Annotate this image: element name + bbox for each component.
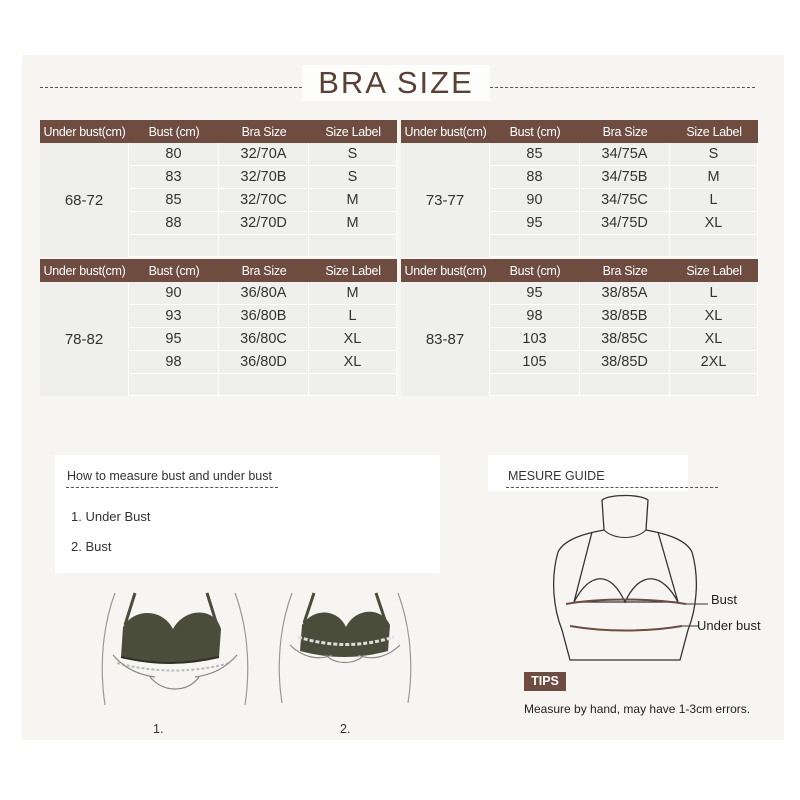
empty-cell <box>219 235 309 257</box>
title-row <box>40 65 755 101</box>
size-label-cell: XL <box>309 351 397 374</box>
column-header: Size Label <box>670 259 758 282</box>
empty-cell <box>219 374 309 396</box>
bra-size-cell: 36/80D <box>219 351 309 374</box>
bust-cell: 95 <box>490 282 580 305</box>
table-row <box>40 143 397 166</box>
empty-cell <box>670 235 758 257</box>
bust-cell: 90 <box>129 282 219 305</box>
column-header: Bust (cm) <box>129 120 219 143</box>
column-header: Under bust(cm) <box>40 259 129 282</box>
bust-cell: 85 <box>129 189 219 212</box>
size-label-cell: L <box>309 305 397 328</box>
column-header: Bra Size <box>219 259 309 282</box>
bust-cell: 95 <box>490 212 580 235</box>
under-bust-illustration <box>95 585 255 710</box>
column-header: Bra Size <box>580 120 670 143</box>
bra-size-cell: 32/70B <box>219 166 309 189</box>
size-label-cell: XL <box>670 212 758 235</box>
tips-badge: TIPS <box>524 672 566 691</box>
column-header: Bust (cm) <box>129 259 219 282</box>
bra-size-cell: 36/80B <box>219 305 309 328</box>
empty-cell <box>670 374 758 396</box>
bra-size-cell: 36/80A <box>219 282 309 305</box>
column-header: Bra Size <box>219 120 309 143</box>
column-header: Size Label <box>309 120 397 143</box>
size-table <box>40 120 397 257</box>
column-header: Under bust(cm) <box>401 120 490 143</box>
size-label-cell: XL <box>670 328 758 351</box>
page-title: BRA SIZE <box>302 65 490 101</box>
bra-size-cell: 34/75B <box>580 166 670 189</box>
size-label-cell: M <box>309 282 397 305</box>
table-row <box>401 143 758 166</box>
size-label-cell: XL <box>670 305 758 328</box>
mannequin-illustration <box>540 490 710 670</box>
empty-cell <box>129 235 219 257</box>
bra-size-cell: 32/70A <box>219 143 309 166</box>
column-header: Under bust(cm) <box>401 259 490 282</box>
step-under-bust: 1. Under Bust <box>71 509 151 524</box>
bra-size-cell: 34/75A <box>580 143 670 166</box>
bust-cell: 85 <box>490 143 580 166</box>
size-label-cell: S <box>309 166 397 189</box>
title-divider-left <box>40 87 302 88</box>
bust-cell: 83 <box>129 166 219 189</box>
bra-size-cell: 38/85C <box>580 328 670 351</box>
size-label-cell: S <box>309 143 397 166</box>
bust-callout: Bust <box>711 592 738 607</box>
bra-size-cell: 36/80C <box>219 328 309 351</box>
under-bust-callout: Under bust <box>697 618 761 633</box>
bust-cell: 98 <box>490 305 580 328</box>
guide-divider <box>506 487 718 488</box>
title-divider-right <box>490 87 755 88</box>
column-header: Size Label <box>309 259 397 282</box>
bra-size-cell: 38/85B <box>580 305 670 328</box>
size-label-cell: XL <box>309 328 397 351</box>
bra-size-cell: 32/70D <box>219 212 309 235</box>
figure-label-2: 2. <box>340 722 351 736</box>
bust-cell: 105 <box>490 351 580 374</box>
figure-label-1: 1. <box>153 722 164 736</box>
column-header: Bra Size <box>580 259 670 282</box>
size-table <box>401 120 758 257</box>
empty-cell <box>309 235 397 257</box>
size-label-cell: M <box>309 189 397 212</box>
size-label-cell: M <box>670 166 758 189</box>
bust-cell: 98 <box>129 351 219 374</box>
how-to-divider <box>66 487 278 488</box>
size-table <box>40 259 397 396</box>
bust-cell: 88 <box>490 166 580 189</box>
size-label-cell: S <box>670 143 758 166</box>
size-label-cell: 2XL <box>670 351 758 374</box>
bra-size-cell: 38/85D <box>580 351 670 374</box>
empty-cell <box>580 235 670 257</box>
bust-cell: 95 <box>129 328 219 351</box>
empty-cell <box>490 235 580 257</box>
empty-cell <box>580 374 670 396</box>
size-label-cell: L <box>670 189 758 212</box>
bust-cell: 80 <box>129 143 219 166</box>
bust-illustration <box>270 585 420 710</box>
bust-cell: 90 <box>490 189 580 212</box>
how-to-title: How to measure bust and under bust <box>67 469 272 483</box>
column-header: Under bust(cm) <box>40 120 129 143</box>
under-bust-range: 83-87 <box>401 282 490 396</box>
step-bust: 2. Bust <box>71 539 112 554</box>
empty-cell <box>309 374 397 396</box>
under-bust-range: 73-77 <box>401 143 490 257</box>
under-bust-range: 78-82 <box>40 282 129 396</box>
column-header: Bust (cm) <box>490 120 580 143</box>
bra-size-cell: 34/75D <box>580 212 670 235</box>
column-header: Bust (cm) <box>490 259 580 282</box>
empty-cell <box>129 374 219 396</box>
bust-cell: 93 <box>129 305 219 328</box>
size-label-cell: M <box>309 212 397 235</box>
bra-size-cell: 32/70C <box>219 189 309 212</box>
column-header: Size Label <box>670 120 758 143</box>
empty-cell <box>490 374 580 396</box>
bust-cell: 88 <box>129 212 219 235</box>
under-bust-range: 68-72 <box>40 143 129 257</box>
table-row <box>401 282 758 305</box>
bra-size-cell: 38/85A <box>580 282 670 305</box>
size-table <box>401 259 758 396</box>
size-label-cell: L <box>670 282 758 305</box>
bra-size-cell: 34/75C <box>580 189 670 212</box>
guide-title: MESURE GUIDE <box>508 469 605 483</box>
tips-text: Measure by hand, may have 1-3cm errors. <box>524 702 751 716</box>
bust-cell: 103 <box>490 328 580 351</box>
table-row <box>40 282 397 305</box>
